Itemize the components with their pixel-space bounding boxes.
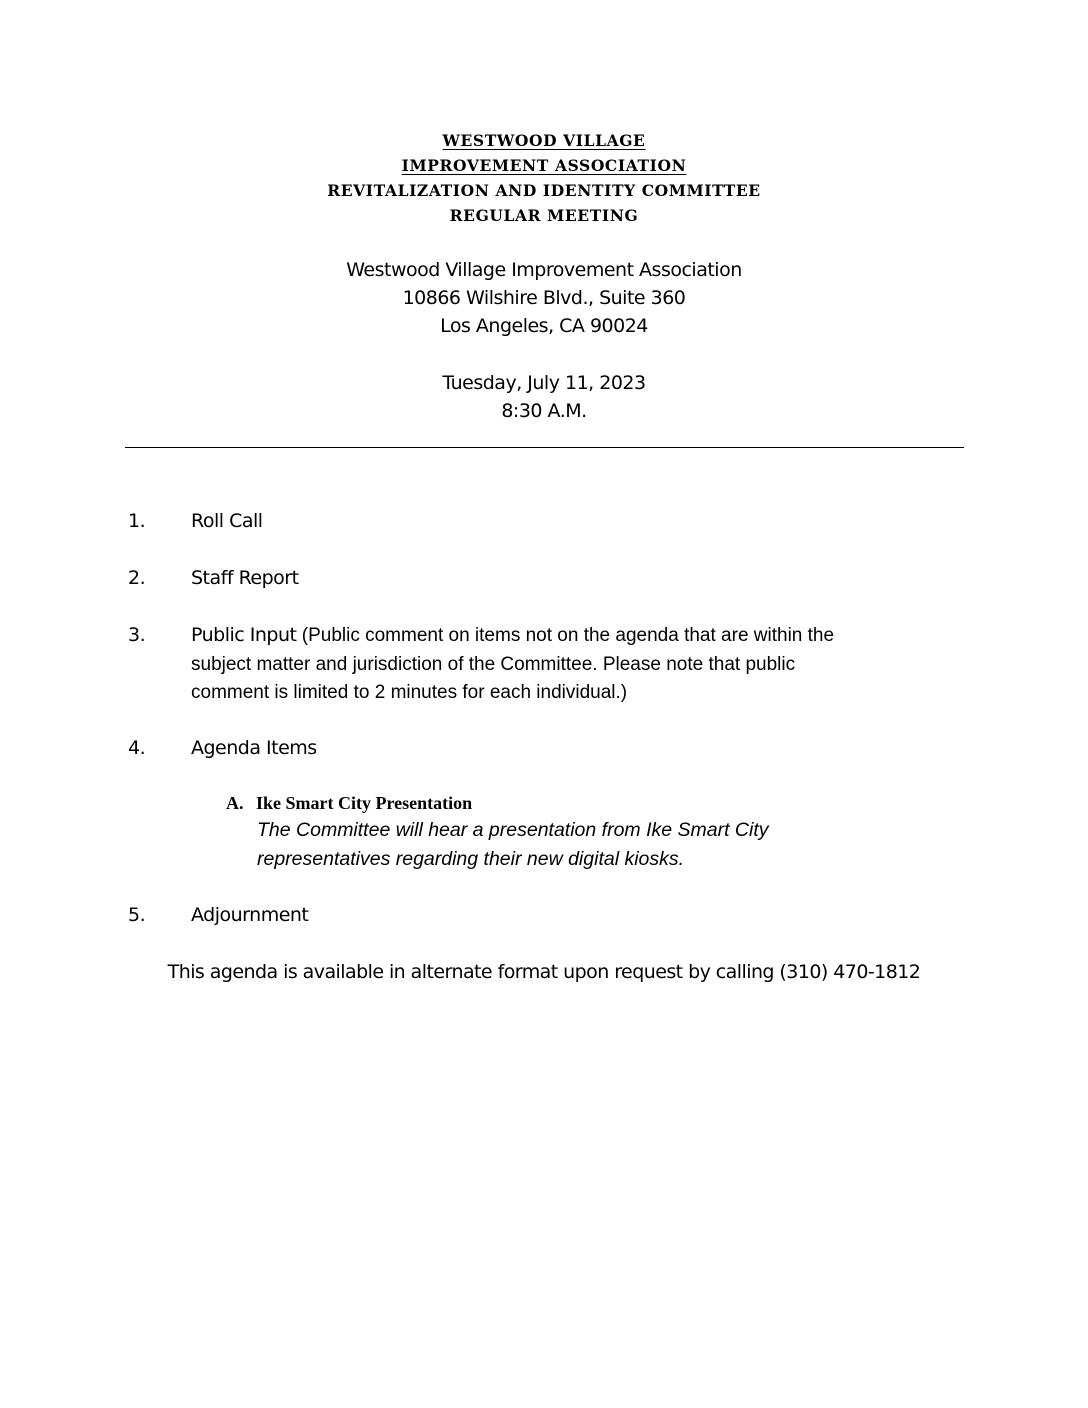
agenda-item-agenda-items: Agenda Items <box>191 737 317 759</box>
agenda-item-number: 2. <box>128 567 146 589</box>
subitem-desc-line1: The Committee will hear a presentation from Ike Smart City <box>257 819 769 841</box>
public-input-title: Public Input <box>191 624 297 646</box>
meeting-type: REGULAR MEETING <box>449 206 639 225</box>
subitem-title: Ike Smart City Presentation <box>256 793 473 813</box>
meeting-date: Tuesday, July 11, 2023 <box>442 372 646 394</box>
agenda-item-adjournment: Adjournment <box>191 904 309 926</box>
location-street: 10866 Wilshire Blvd., Suite 360 <box>402 287 686 309</box>
agenda-item-number: 1. <box>128 510 146 532</box>
committee-name: REVITALIZATION AND IDENTITY COMMITTEE <box>327 181 761 200</box>
subitem-desc-line2: representatives regarding their new digital kiosks. <box>257 847 685 870</box>
agenda-item-staff-report: Staff Report <box>191 567 299 589</box>
accessibility-note: This agenda is available in alternate format upon request by calling (310) 470-1812 <box>167 961 921 983</box>
org-name-line1: WESTWOOD VILLAGE <box>442 131 646 150</box>
location-name: Westwood Village Improvement Association <box>346 259 742 281</box>
header-divider <box>125 447 964 448</box>
public-input-note-line2: subject matter and jurisdiction of the Committee. Please note that public <box>191 653 796 675</box>
agenda-item-number: 5. <box>128 904 146 926</box>
agenda-item-number: 3. <box>128 624 146 646</box>
subitem-letter: A. <box>226 793 244 813</box>
subitem-description <box>257 816 877 873</box>
public-input-note-line1: (Public comment on items not on the agenda that are within the <box>296 625 835 646</box>
meeting-time: 8:30 A.M. <box>501 400 587 422</box>
agenda-item-roll-call: Roll Call <box>191 510 263 532</box>
location-city: Los Angeles, CA 90024 <box>440 315 648 337</box>
org-name-line2: IMPROVEMENT ASSOCIATION <box>401 156 687 175</box>
agenda-item-public-input <box>191 621 951 708</box>
agenda-item-number: 4. <box>128 737 146 759</box>
public-input-note-line3: comment is limited to 2 minutes for each individual.) <box>191 682 628 703</box>
